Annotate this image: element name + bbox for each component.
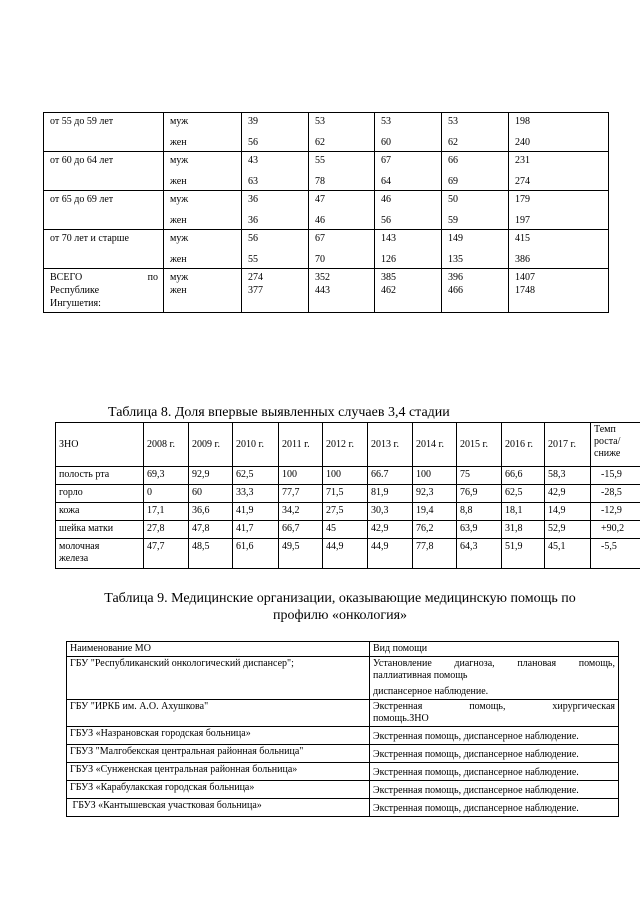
value-cell	[242, 113, 309, 152]
value-male: 67	[315, 233, 325, 244]
value-cell	[242, 191, 309, 230]
table8-value: 100	[323, 467, 368, 485]
table8-value: 27,5	[323, 503, 368, 521]
table8-value: 81,9	[368, 485, 413, 503]
table8-value: 42,9	[368, 521, 413, 539]
age-group-label-text: от 60 до 64 лет	[50, 155, 114, 166]
table8-site-name-line: железа	[59, 553, 89, 564]
table8-header-year: 2009 г.	[189, 423, 233, 467]
age-group-label-text: от 55 до 59 лет	[50, 116, 114, 127]
value-female: 197	[515, 215, 530, 226]
table9-row	[67, 700, 619, 727]
table9-help-type: Экстренная помощь, диспансерное наблюдение.	[370, 763, 619, 781]
table8-value: 0	[144, 485, 189, 503]
table9-help-line: Установление диагноза, плановая помощь,	[373, 658, 615, 669]
table8-rate: +90,2	[591, 521, 640, 539]
table9-row	[67, 781, 619, 799]
sex-cell	[164, 191, 242, 230]
table8-rate: -5,5	[591, 539, 640, 569]
age-group-label	[44, 113, 164, 152]
sex-label: муж	[170, 233, 189, 244]
value-female: 386	[515, 254, 530, 265]
total-value-female: 443	[315, 285, 330, 296]
table8-value: 36,6	[189, 503, 233, 521]
value-male: 53	[448, 116, 458, 127]
total-value-male: 274	[248, 272, 263, 283]
table8-header-year: 2015 г.	[457, 423, 502, 467]
table8-value: 71,5	[323, 485, 368, 503]
sex-label: жен	[170, 254, 187, 265]
value-male: 53	[381, 116, 391, 127]
age-group-table	[43, 112, 609, 313]
sex-label: жен	[170, 285, 187, 296]
table8-header-year: 2011 г.	[279, 423, 323, 467]
table8-row	[56, 485, 640, 503]
value-cell	[509, 191, 609, 230]
value-female: 78	[315, 176, 325, 187]
table8-value: 64,3	[457, 539, 502, 569]
table8-value: 92,9	[189, 467, 233, 485]
age-group-row	[44, 113, 609, 152]
table8-value: 14,9	[545, 503, 591, 521]
table8-value: 77,7	[279, 485, 323, 503]
rate-header-line: роста/	[594, 436, 621, 447]
value-female: 36	[248, 215, 258, 226]
table8-header-zno: ЗНО	[56, 423, 144, 467]
value-cell	[375, 113, 442, 152]
age-group-row	[44, 191, 609, 230]
value-female: 63	[248, 176, 258, 187]
table9-row	[67, 799, 619, 817]
table8-value: 30,3	[368, 503, 413, 521]
table8-value: 42,9	[545, 485, 591, 503]
table8-value: 100	[279, 467, 323, 485]
sex-cell	[164, 113, 242, 152]
value-female: 126	[381, 254, 396, 265]
table8-header-year: 2012 г.	[323, 423, 368, 467]
total-value-female: 1748	[515, 285, 535, 296]
table8-value: 18,1	[502, 503, 545, 521]
table9-org-name: ГБУ "Республиканский онкологический диспансер";	[67, 657, 370, 700]
value-cell	[309, 230, 375, 269]
table9-org-name: ГБУЗ «Кантышевская участковая больница»	[67, 799, 370, 817]
table8-row	[56, 503, 640, 521]
table9-row	[67, 763, 619, 781]
total-value-male: 1407	[515, 272, 535, 283]
value-female: 274	[515, 176, 530, 187]
value-cell	[442, 152, 509, 191]
value-female: 62	[448, 137, 458, 148]
table8-value: 76,2	[413, 521, 457, 539]
value-male: 415	[515, 233, 530, 244]
total-value-female: 377	[248, 285, 263, 296]
table8-header-rate	[591, 423, 640, 467]
value-cell	[309, 113, 375, 152]
table8-header-year: 2014 г.	[413, 423, 457, 467]
value-cell	[375, 191, 442, 230]
value-cell	[309, 191, 375, 230]
age-group-label-text: от 70 лет и старше	[50, 233, 129, 244]
value-male: 46	[381, 194, 391, 205]
table9-org-name: ГБУЗ «Назрановская городская больница»	[67, 727, 370, 745]
value-female: 56	[248, 137, 258, 148]
total-value-cell	[309, 269, 375, 313]
value-male: 198	[515, 116, 530, 127]
table8-value: 66,6	[502, 467, 545, 485]
table8-value: 8,8	[457, 503, 502, 521]
table8-value: 75	[457, 467, 502, 485]
table9-help-line: помощь.ЗНО	[373, 713, 429, 724]
value-cell	[375, 152, 442, 191]
total-value-male: 352	[315, 272, 330, 283]
table8-value: 62,5	[502, 485, 545, 503]
table8-value: 19,4	[413, 503, 457, 521]
table8-site-name	[56, 539, 144, 569]
age-group-label-text: от 65 до 69 лет	[50, 194, 114, 205]
table8-site-name: кожа	[56, 503, 144, 521]
value-male: 39	[248, 116, 258, 127]
value-female: 56	[381, 215, 391, 226]
age-group-label	[44, 152, 164, 191]
value-male: 50	[448, 194, 458, 205]
total-label-line: Ингушетия:	[50, 298, 101, 309]
total-value-female: 462	[381, 285, 396, 296]
value-female: 135	[448, 254, 463, 265]
value-female: 60	[381, 137, 391, 148]
sex-label: жен	[170, 215, 187, 226]
table9-help-type: Экстренная помощь, диспансерное наблюдение.	[370, 799, 619, 817]
table9-help-type	[370, 657, 619, 700]
table8-value: 45	[323, 521, 368, 539]
value-cell	[242, 230, 309, 269]
value-cell	[442, 191, 509, 230]
table8-value: 45,1	[545, 539, 591, 569]
age-group-label	[44, 230, 164, 269]
value-cell	[375, 230, 442, 269]
table8-header-year: 2017 г.	[545, 423, 591, 467]
value-female: 240	[515, 137, 530, 148]
sex-cell	[164, 152, 242, 191]
value-cell	[509, 152, 609, 191]
value-male: 56	[248, 233, 258, 244]
table8-value: 44,9	[323, 539, 368, 569]
value-cell	[509, 113, 609, 152]
table9-medical-organizations	[66, 641, 619, 817]
table8-site-name: шейка матки	[56, 521, 144, 539]
total-label-word: ВСЕГО	[50, 272, 83, 283]
value-female: 62	[315, 137, 325, 148]
value-cell	[442, 230, 509, 269]
sex-label: муж	[170, 272, 189, 283]
table8-value: 62,5	[233, 467, 279, 485]
value-male: 143	[381, 233, 396, 244]
table9-header-row	[67, 642, 619, 657]
value-male: 55	[315, 155, 325, 166]
table8-value: 31,8	[502, 521, 545, 539]
table8-value: 27,8	[144, 521, 189, 539]
total-value-male: 396	[448, 272, 463, 283]
table8-stage-share	[55, 422, 640, 569]
table9-help-line: диспансерное наблюдение.	[373, 686, 489, 697]
table8-value: 58,3	[545, 467, 591, 485]
table9-row	[67, 745, 619, 763]
table9-row	[67, 657, 619, 700]
table8-value: 41,7	[233, 521, 279, 539]
table9-org-name: ГБУЗ «Сунженская центральная районная больница»	[67, 763, 370, 781]
table8-header-year: 2010 г.	[233, 423, 279, 467]
value-male: 179	[515, 194, 530, 205]
total-row	[44, 269, 609, 313]
table8-row	[56, 521, 640, 539]
value-cell	[442, 113, 509, 152]
table8-header-row	[56, 423, 640, 467]
table8-value: 17,1	[144, 503, 189, 521]
table8-site-name: полость рта	[56, 467, 144, 485]
value-male: 149	[448, 233, 463, 244]
table9-help-line: паллиативная помощь	[373, 670, 468, 681]
table8-row	[56, 539, 640, 569]
total-value-cell	[242, 269, 309, 313]
table8-value: 66.7	[368, 467, 413, 485]
value-cell	[309, 152, 375, 191]
table9-help-type: Экстренная помощь, диспансерное наблюдение.	[370, 781, 619, 799]
table9-help-type: Экстренная помощь, диспансерное наблюдение.	[370, 745, 619, 763]
table9-help-type	[370, 700, 619, 727]
value-female: 69	[448, 176, 458, 187]
table8-site-name: горло	[56, 485, 144, 503]
sex-cell	[164, 230, 242, 269]
value-male: 231	[515, 155, 530, 166]
total-label-word: по	[147, 272, 158, 283]
table9-caption-line2: профилю «онкология»	[272, 608, 408, 623]
sex-label: муж	[170, 194, 189, 205]
value-male: 43	[248, 155, 258, 166]
table8-value: 66,7	[279, 521, 323, 539]
total-value-cell	[442, 269, 509, 313]
table8-value: 33,3	[233, 485, 279, 503]
table8-value: 63,9	[457, 521, 502, 539]
rate-header-line: сниже	[594, 448, 621, 459]
value-female: 64	[381, 176, 391, 187]
value-female: 59	[448, 215, 458, 226]
value-cell	[509, 230, 609, 269]
table8-rate: -12,9	[591, 503, 640, 521]
value-cell	[242, 152, 309, 191]
table9-caption	[40, 590, 640, 624]
table8-value: 49,5	[279, 539, 323, 569]
total-label-line: Республике	[50, 285, 100, 296]
table8-value: 92,3	[413, 485, 457, 503]
total-label	[44, 269, 164, 313]
table8-value: 48,5	[189, 539, 233, 569]
age-group-row	[44, 152, 609, 191]
table9-org-name: ГБУЗ "Малгобекская центральная районная больница"	[67, 745, 370, 763]
age-group-label	[44, 191, 164, 230]
table8-header-year: 2016 г.	[502, 423, 545, 467]
value-male: 67	[381, 155, 391, 166]
table9-header-name: Наименование МО	[67, 642, 370, 657]
table9-org-name: ГБУЗ «Карабулакская городская больница»	[67, 781, 370, 799]
value-male: 36	[248, 194, 258, 205]
value-female: 70	[315, 254, 325, 265]
table8-value: 51,9	[502, 539, 545, 569]
total-value-female: 466	[448, 285, 463, 296]
value-female: 46	[315, 215, 325, 226]
table8-value: 60	[189, 485, 233, 503]
table9-row	[67, 727, 619, 745]
total-value-cell	[375, 269, 442, 313]
table8-value: 69,3	[144, 467, 189, 485]
table9-header-help: Вид помощи	[370, 642, 619, 657]
rate-header-line: Темп	[594, 424, 616, 435]
sex-label: муж	[170, 155, 189, 166]
value-male: 47	[315, 194, 325, 205]
table8-caption: Таблица 8. Доля впервые выявленных случаев 3,4 стадии	[108, 405, 450, 420]
total-value-male: 385	[381, 272, 396, 283]
value-male: 53	[315, 116, 325, 127]
table8-site-name-line: молочная	[59, 541, 100, 552]
table8-value: 41,9	[233, 503, 279, 521]
sex-cell	[164, 269, 242, 313]
table9-org-name: ГБУ "ИРКБ им. А.О. Ахушкова"	[67, 700, 370, 727]
value-female: 55	[248, 254, 258, 265]
sex-label: жен	[170, 137, 187, 148]
sex-label: муж	[170, 116, 189, 127]
table8-rate: -28,5	[591, 485, 640, 503]
table8-value: 52,9	[545, 521, 591, 539]
table8-value: 47,8	[189, 521, 233, 539]
table8-value: 44,9	[368, 539, 413, 569]
table8-value: 34,2	[279, 503, 323, 521]
table8-value: 77,8	[413, 539, 457, 569]
table8-value: 76,9	[457, 485, 502, 503]
age-group-row	[44, 230, 609, 269]
value-male: 66	[448, 155, 458, 166]
table8-header-year: 2013 г.	[368, 423, 413, 467]
table8-value: 61,6	[233, 539, 279, 569]
table8-header-year: 2008 г.	[144, 423, 189, 467]
table8-value: 47,7	[144, 539, 189, 569]
total-value-cell	[509, 269, 609, 313]
table8-row	[56, 467, 640, 485]
table8-value: 100	[413, 467, 457, 485]
table9-help-type: Экстренная помощь, диспансерное наблюдение.	[370, 727, 619, 745]
table9-caption-line1: Таблица 9. Медицинские организации, оказывающие медицинскую помощь по	[104, 591, 576, 606]
sex-label: жен	[170, 176, 187, 187]
table8-rate: -15,9	[591, 467, 640, 485]
table9-help-line: Экстренная помощь, хирургическая	[373, 701, 615, 712]
